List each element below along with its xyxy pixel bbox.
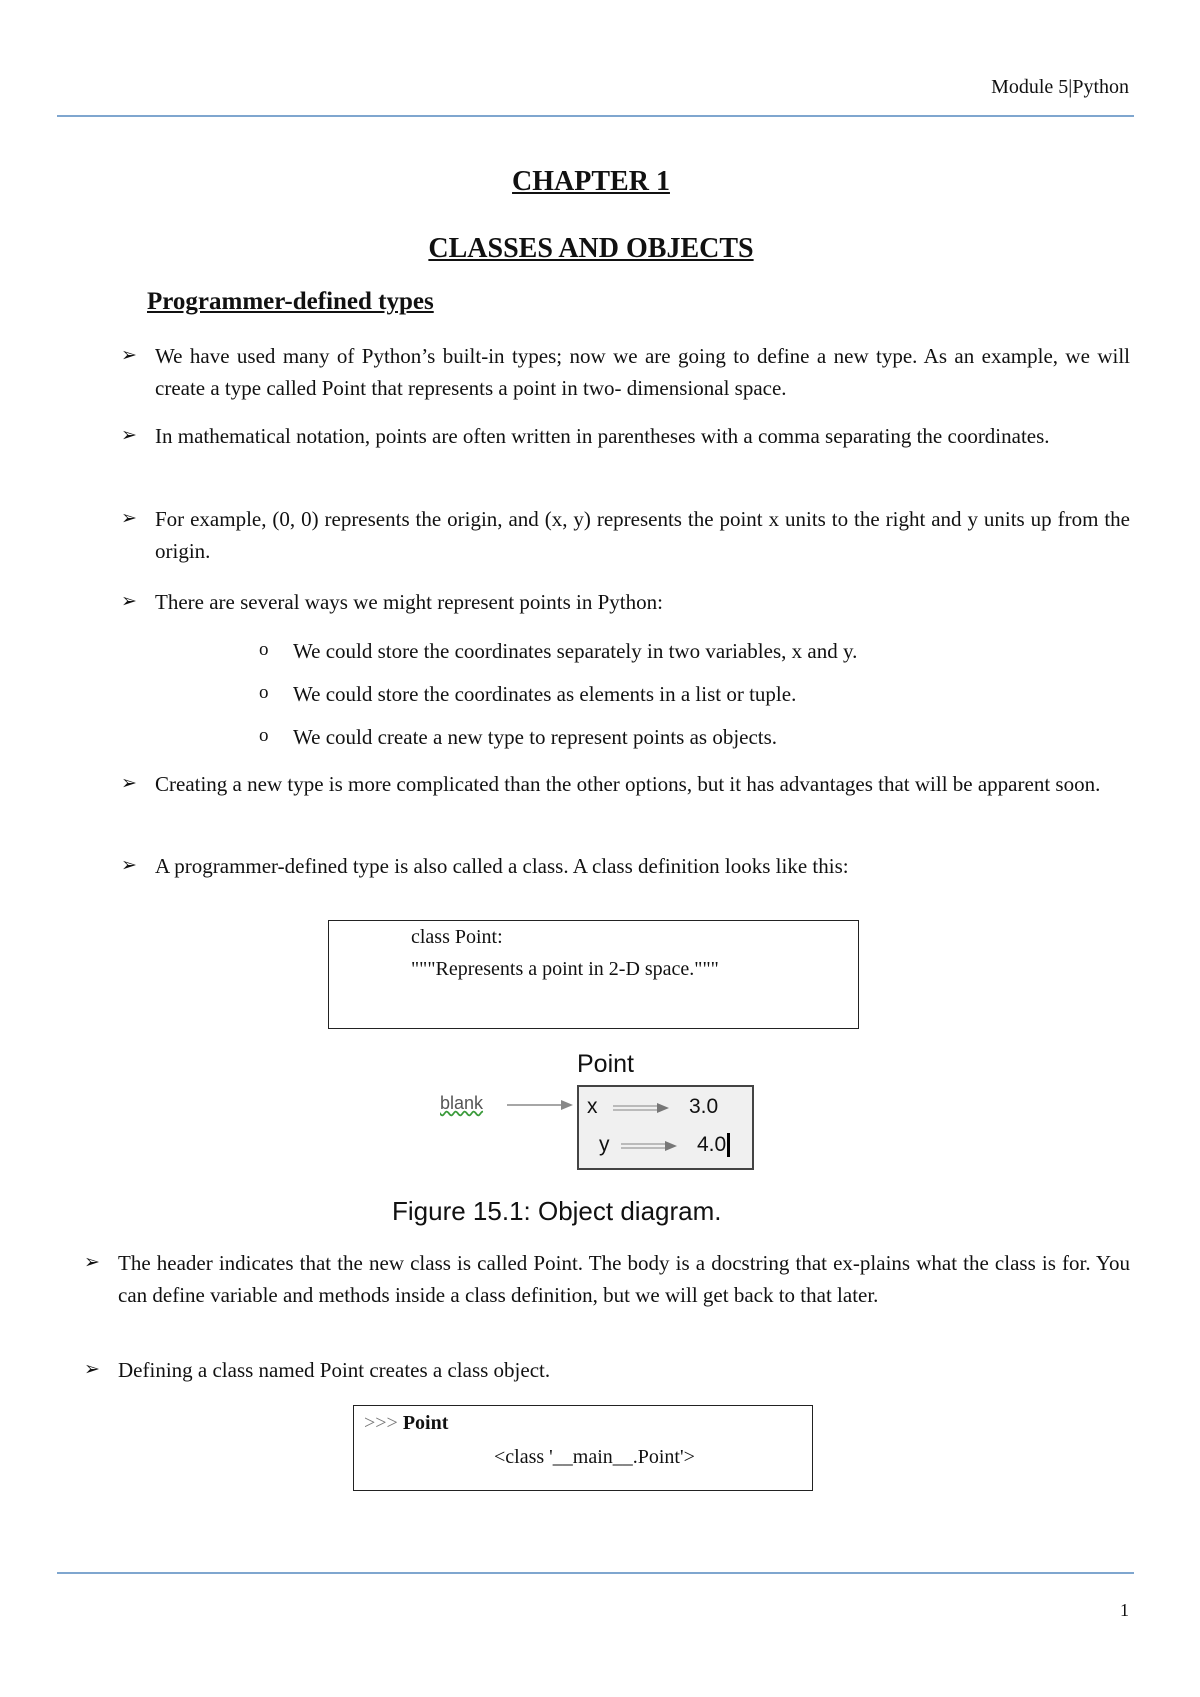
code-line: [364, 1410, 448, 1436]
class-object-box: [353, 1405, 813, 1491]
arrowhead-bullet-icon: ➢: [121, 855, 137, 876]
bullet-item: ➢ A programmer-defined type is also called a class. A class definition looks like this:: [155, 850, 1130, 882]
sub-bullet-item: o We could store the coordinates separately in two variables, x and y.: [293, 636, 857, 666]
footer-rule: [57, 1572, 1134, 1574]
prompt: >>>: [364, 1412, 398, 1434]
right-arrow-icon: [505, 1097, 575, 1113]
page-header: Module 5|Python: [991, 76, 1129, 98]
circle-bullet-icon: o: [259, 682, 269, 703]
bullet-item: ➢ There are several ways we might represent points in Python:: [155, 586, 1130, 618]
right-arrow-icon: [611, 1101, 671, 1115]
field-value: 3.0: [689, 1095, 719, 1118]
arrowhead-bullet-icon: ➢: [121, 591, 137, 612]
bullet-item: ➢ We have used many of Python’s built-in types; now we are going to define a new type. As an example, we will create a type called Point that represents a point in two- dimensional space.: [155, 340, 1130, 404]
bullet-item: ➢ Defining a class named Point creates a class object.: [118, 1354, 1130, 1386]
field-name: y: [599, 1133, 610, 1156]
object-box: [577, 1085, 754, 1170]
figure-var-label: blank: [440, 1093, 484, 1113]
bullet-item: ➢ The header indicates that the new class is called Point. The body is a docstring that ex-plains what the class is for. You can define variable and methods inside a class definition, but we will get back to that later.: [118, 1247, 1130, 1311]
field-name: x: [587, 1095, 598, 1118]
chapter-title: CLASSES AND OBJECTS: [428, 233, 754, 264]
bullet-item: ➢ In mathematical notation, points are often written in parentheses with a comma separating the coordinates.: [155, 420, 1130, 452]
arrowhead-bullet-icon: ➢: [121, 773, 137, 794]
arrowhead-bullet-icon: ➢: [121, 345, 137, 366]
class-definition-box: [328, 920, 859, 1029]
code-output: <class '__main__.Point'>: [494, 1446, 695, 1468]
command: Point: [402, 1412, 449, 1434]
header-rule: [57, 115, 1134, 117]
arrowhead-bullet-icon: ➢: [121, 425, 137, 446]
circle-bullet-icon: o: [259, 725, 269, 746]
code-line: class Point:: [411, 926, 503, 948]
sub-bullet-item: o We could store the coordinates as elements in a list or tuple.: [293, 679, 796, 709]
arrowhead-bullet-icon: ➢: [121, 508, 137, 529]
bullet-item: ➢ For example, (0, 0) represents the origin, and (x, y) represents the point x units to the right and y units up from the origin.: [155, 503, 1130, 567]
bullet-item: ➢ Creating a new type is more complicated than the other options, but it has advantages that will be apparent soon.: [155, 768, 1130, 800]
arrowhead-bullet-icon: ➢: [84, 1359, 100, 1380]
chapter-number: CHAPTER 1: [512, 166, 670, 197]
right-arrow-icon: [619, 1139, 679, 1153]
page-number: 1: [1120, 1600, 1129, 1620]
field-value: 4.0: [697, 1133, 730, 1157]
section-title: Programmer-defined types: [147, 288, 434, 315]
figure-class-label: Point: [577, 1050, 634, 1078]
figure-caption: Figure 15.1: Object diagram.: [392, 1196, 722, 1226]
arrowhead-bullet-icon: ➢: [84, 1252, 100, 1273]
code-line: """Represents a point in 2-D space.""": [411, 958, 719, 980]
circle-bullet-icon: o: [259, 639, 269, 660]
sub-bullet-item: o We could create a new type to represent points as objects.: [293, 722, 777, 752]
